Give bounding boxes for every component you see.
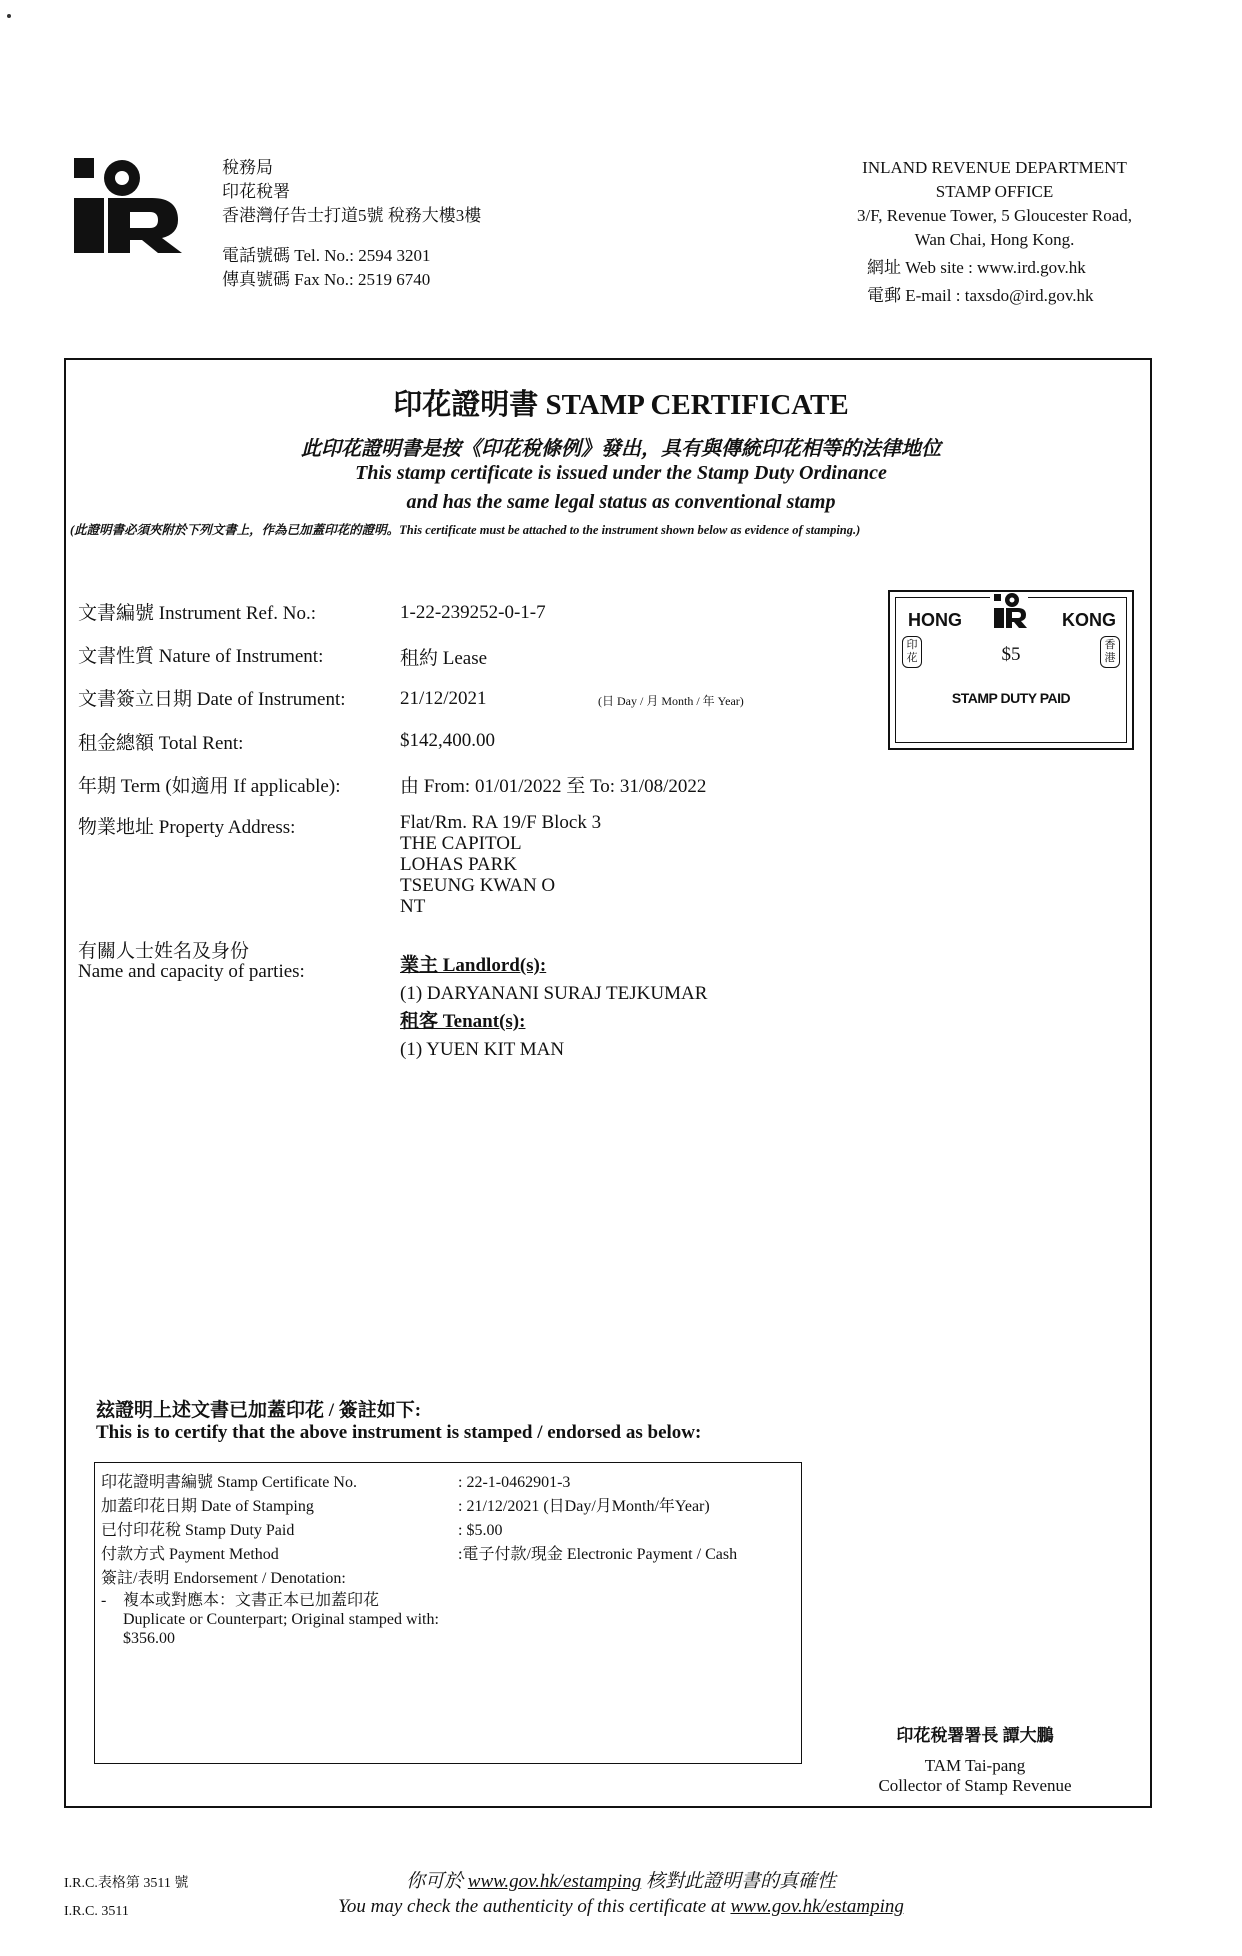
verify-line-en: [0, 1896, 1242, 1918]
estamping-link[interactable]: www.gov.hk/estamping: [467, 1871, 642, 1892]
ird-logo: [74, 158, 184, 253]
fax-number: 傳真號碼 Fax No.: 2519 6740: [222, 270, 431, 289]
collector-name: TAM Tai-pang: [924, 1756, 1026, 1775]
denotation-label: 簽註/表明 Endorsement / Denotation:: [101, 1570, 346, 1587]
nature-value: 租約 Lease: [400, 648, 488, 669]
address-block: [400, 812, 601, 917]
collector-signature: [840, 1726, 1110, 1796]
verify-line-cn: [0, 1866, 1242, 1893]
parties-label: [78, 942, 305, 982]
stamp-kong: KONG: [1062, 610, 1116, 630]
stamp-amount: $5: [1001, 644, 1021, 665]
landlord-name: (1) DARYANANI SURAJ TEJKUMAR: [400, 983, 708, 1004]
certificate-subtitle-en-1: This stamp certificate is issued under the Stamp Duty Ordinance: [355, 462, 887, 484]
address-line: NT: [400, 896, 426, 917]
header-right-line: 3/F, Revenue Tower, 5 Gloucester Road,: [856, 206, 1132, 225]
landlord-heading: 業主 Landlord(s):: [400, 955, 547, 976]
certify-statement-en: This is to certify that the above instrument is stamped / endorsed as below:: [96, 1422, 702, 1443]
form-number-cn: I.R.C.表格第 3511 號: [64, 1876, 189, 1891]
denotation-dash: -: [101, 1592, 107, 1609]
header-right-line: INLAND REVENUE DEPARTMENT: [862, 158, 1127, 177]
stamping-date-label: 加蓋印花日期 Date of Stamping: [101, 1498, 314, 1515]
header-left-line: 香港灣仔告士打道5號 稅務大樓3樓: [222, 206, 482, 225]
verify-cn-post: 核對此證明書的真確性: [645, 1871, 836, 1892]
header-right: [857, 156, 1132, 308]
verify-en-pre: You may check the authenticity of this certificate at: [338, 1896, 726, 1917]
endorsement-box: [94, 1462, 802, 1764]
term-value: 由 From: 01/01/2022 至 To: 31/08/2022: [400, 776, 707, 797]
certificate-title: 印花證明書 STAMP CERTIFICATE: [393, 389, 849, 421]
email[interactable]: 電郵 E-mail : taxsdo@ird.gov.hk: [866, 286, 1094, 305]
denotation-cn: 複本或對應本：文書正本已加蓋印花: [123, 1592, 380, 1609]
scan-mark: [7, 14, 11, 18]
certificate-subtitle-cn: 此印花證明書是按《印花稅條例》發出，具有與傳統印花相等的法律地位: [301, 438, 941, 460]
header-left: [222, 156, 481, 292]
form-number-en: I.R.C. 3511: [64, 1904, 129, 1919]
collector-title-cn: 印花稅署署長 譚大鵬: [896, 1726, 1054, 1745]
address-line: Flat/Rm. RA 19/F Block 3: [400, 812, 602, 833]
parties-label-cn: 有關人士姓名及身份: [78, 941, 250, 962]
stamp-hong: HONG: [908, 610, 962, 630]
denotation-amount: $356.00: [123, 1630, 175, 1647]
parties-label-en: Name and capacity of parties:: [78, 961, 305, 982]
address-label: 物業地址 Property Address:: [78, 817, 296, 838]
estamping-link[interactable]: www.gov.hk/estamping: [730, 1896, 904, 1917]
website[interactable]: 網址 Web site : www.ird.gov.hk: [866, 258, 1086, 277]
certify-statement-cn: 玆證明上述文書已加蓋印花 / 簽註如下:: [96, 1400, 422, 1421]
date-format: (日 Day / 月 Month / 年 Year): [598, 694, 744, 708]
stamp-seal-left: 印花: [902, 636, 922, 668]
certificate-note: (此證明書必須夾附於下列文書上，作為已加蓋印花的證明。This certificate must be attached to the instrument shown below as evidence of stamping.): [70, 523, 861, 537]
term-label: 年期 Term (如適用 If applicable):: [78, 776, 341, 797]
stamp-ir-logo: [990, 592, 1028, 628]
cert-no-value: : 22-1-0462901-3: [458, 1474, 571, 1491]
payment-method-label: 付款方式 Payment Method: [101, 1546, 279, 1563]
stamp-duty-paid-stamp: [888, 590, 1134, 750]
rent-value: $142,400.00: [400, 730, 495, 751]
header-right-line: Wan Chai, Hong Kong.: [914, 230, 1075, 249]
cert-no-label: 印花證明書編號 Stamp Certificate No.: [101, 1474, 357, 1491]
stamp-paid-label: STAMP DUTY PAID: [951, 690, 1071, 706]
ref-label: 文書編號 Instrument Ref. No.:: [78, 603, 317, 624]
header-left-line: 稅務局: [222, 158, 273, 177]
stamp-seal-right: 香港: [1100, 636, 1120, 668]
tenant-heading: 租客 Tenant(s):: [400, 1011, 526, 1032]
address-line: THE CAPITOL: [400, 833, 522, 854]
tel-number: 電話號碼 Tel. No.: 2594 3201: [222, 246, 431, 265]
address-line: TSEUNG KWAN O: [400, 875, 556, 896]
certificate-subtitle-en-2: and has the same legal status as conventional stamp: [406, 491, 836, 513]
verify-cn-pre: 你可於: [406, 1871, 464, 1892]
header-left-line: 印花稅署: [222, 182, 290, 201]
denotation-en: Duplicate or Counterpart; Original stamped with:: [123, 1611, 439, 1628]
date-label: 文書簽立日期 Date of Instrument:: [78, 689, 346, 710]
payment-method-value: :電子付款/現金 Electronic Payment / Cash: [458, 1546, 738, 1563]
nature-label: 文書性質 Nature of Instrument:: [78, 646, 324, 667]
collector-title-en: Collector of Stamp Revenue: [878, 1776, 1072, 1795]
ref-value: 1-22-239252-0-1-7: [400, 602, 546, 623]
rent-label: 租金總額 Total Rent:: [78, 733, 244, 754]
date-value: 21/12/2021: [400, 688, 487, 709]
header-right-line: STAMP OFFICE: [935, 182, 1054, 201]
address-line: LOHAS PARK: [400, 854, 518, 875]
duty-paid-value: : $5.00: [458, 1522, 503, 1539]
parties-block: [400, 952, 707, 1064]
tenant-name: (1) YUEN KIT MAN: [400, 1039, 565, 1060]
duty-paid-label: 已付印花稅 Stamp Duty Paid: [101, 1522, 295, 1539]
stamping-date-value: : 21/12/2021 (日Day/月Month/年Year): [458, 1498, 710, 1515]
